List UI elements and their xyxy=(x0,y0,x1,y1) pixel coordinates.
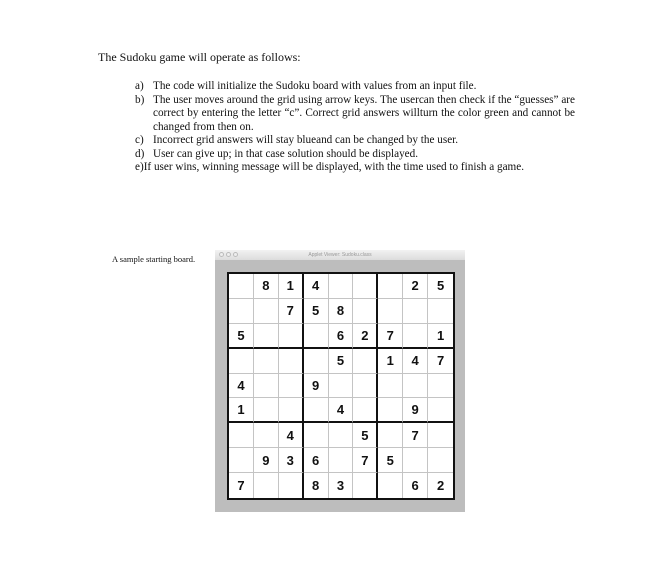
sudoku-cell[interactable]: 7 xyxy=(353,448,378,473)
sudoku-cell[interactable] xyxy=(279,398,304,423)
sudoku-cell[interactable] xyxy=(428,398,453,423)
list-item: b) The user moves around the grid using arrow keys. The usercan then check if the “guesses” are correct by entering the letter “c”. Correct grid answers willturn the color green and cannot be changed from then on. xyxy=(135,94,575,133)
sudoku-cell[interactable]: 5 xyxy=(304,299,329,324)
sudoku-cell[interactable]: 7 xyxy=(279,299,304,324)
sudoku-cell[interactable] xyxy=(329,274,354,299)
sudoku-cell[interactable] xyxy=(279,324,304,349)
sudoku-cell[interactable] xyxy=(254,349,279,374)
sudoku-cell[interactable]: 7 xyxy=(229,473,254,498)
close-icon[interactable] xyxy=(219,252,224,257)
intro-text: The Sudoku game will operate as follows: xyxy=(98,50,301,64)
sudoku-cell[interactable] xyxy=(329,423,354,448)
sudoku-cell[interactable]: 5 xyxy=(428,274,453,299)
figure-caption: A sample starting board. xyxy=(112,254,196,264)
sudoku-cell[interactable] xyxy=(279,349,304,374)
sudoku-cell[interactable] xyxy=(353,398,378,423)
sudoku-cell[interactable] xyxy=(304,324,329,349)
list-item: a) The code will initialize the Sudoku board with values from an input file. xyxy=(135,80,477,92)
sudoku-cell[interactable] xyxy=(229,349,254,374)
sudoku-cell[interactable] xyxy=(329,374,354,399)
zoom-icon[interactable] xyxy=(233,252,238,257)
sudoku-cell[interactable] xyxy=(229,299,254,324)
window-title: Applet Viewer: Sudoku.class xyxy=(308,252,372,258)
sudoku-cell[interactable]: 1 xyxy=(279,274,304,299)
sudoku-cell[interactable]: 8 xyxy=(304,473,329,498)
sudoku-cell[interactable]: 6 xyxy=(329,324,354,349)
sudoku-cell[interactable]: 4 xyxy=(329,398,354,423)
list-item: c) Incorrect grid answers will stay blueand can be changed by the user. xyxy=(135,134,459,146)
sudoku-cell[interactable]: 3 xyxy=(329,473,354,498)
sudoku-cell[interactable] xyxy=(428,374,453,399)
title-bar xyxy=(215,250,465,260)
sudoku-cell[interactable] xyxy=(353,299,378,324)
sudoku-cell[interactable]: 5 xyxy=(329,349,354,374)
sudoku-cell[interactable]: 7 xyxy=(403,423,428,448)
sudoku-board xyxy=(227,272,455,500)
sudoku-cell[interactable]: 4 xyxy=(229,374,254,399)
sudoku-cell[interactable]: 4 xyxy=(403,349,428,374)
sudoku-cell[interactable]: 9 xyxy=(254,448,279,473)
sudoku-cell[interactable] xyxy=(378,374,403,399)
sudoku-cell[interactable] xyxy=(254,299,279,324)
sudoku-cell[interactable]: 4 xyxy=(304,274,329,299)
applet-window xyxy=(215,250,465,512)
sudoku-cell[interactable]: 7 xyxy=(428,349,453,374)
sudoku-cell[interactable]: 6 xyxy=(304,448,329,473)
sudoku-cell[interactable]: 1 xyxy=(378,349,403,374)
sudoku-cell[interactable]: 5 xyxy=(378,448,403,473)
sudoku-cell[interactable]: 5 xyxy=(229,324,254,349)
sudoku-cell[interactable]: 1 xyxy=(229,398,254,423)
sudoku-cell[interactable] xyxy=(403,299,428,324)
sudoku-cell[interactable] xyxy=(378,398,403,423)
sudoku-cell[interactable] xyxy=(254,324,279,349)
sudoku-cell[interactable]: 1 xyxy=(428,324,453,349)
sudoku-cell[interactable] xyxy=(229,448,254,473)
list-item: e)If user wins, winning message will be displayed, with the time used to finish a game. xyxy=(135,161,524,173)
sudoku-cell[interactable] xyxy=(254,473,279,498)
sudoku-cell[interactable] xyxy=(304,349,329,374)
sudoku-cell[interactable] xyxy=(353,274,378,299)
sudoku-cell[interactable] xyxy=(254,423,279,448)
sudoku-cell[interactable]: 8 xyxy=(254,274,279,299)
sudoku-cell[interactable] xyxy=(378,423,403,448)
minimize-icon[interactable] xyxy=(226,252,231,257)
sudoku-cell[interactable] xyxy=(279,473,304,498)
sudoku-cell[interactable] xyxy=(353,349,378,374)
sudoku-cell[interactable] xyxy=(378,274,403,299)
sudoku-cell[interactable]: 6 xyxy=(403,473,428,498)
sudoku-cell[interactable]: 8 xyxy=(329,299,354,324)
sudoku-cell[interactable]: 9 xyxy=(304,374,329,399)
sudoku-cell[interactable] xyxy=(229,423,254,448)
sudoku-cell[interactable] xyxy=(279,374,304,399)
sudoku-cell[interactable] xyxy=(254,398,279,423)
sudoku-cell[interactable] xyxy=(353,374,378,399)
sudoku-cell[interactable]: 2 xyxy=(403,274,428,299)
sudoku-cell[interactable]: 4 xyxy=(279,423,304,448)
sudoku-cell[interactable] xyxy=(403,374,428,399)
sudoku-cell[interactable] xyxy=(329,448,354,473)
sudoku-cell[interactable] xyxy=(229,274,254,299)
sudoku-cell[interactable]: 5 xyxy=(353,423,378,448)
sudoku-cell[interactable] xyxy=(403,448,428,473)
sudoku-cell[interactable]: 2 xyxy=(436,478,445,494)
sudoku-cell[interactable] xyxy=(428,423,453,448)
sudoku-cell[interactable] xyxy=(378,473,403,498)
sudoku-cell[interactable] xyxy=(428,448,453,473)
sudoku-cell[interactable]: 9 xyxy=(403,398,428,423)
sudoku-cell[interactable] xyxy=(428,299,453,324)
list-item: d) User can give up; in that case solution should be displayed. xyxy=(135,148,419,160)
sudoku-cell[interactable] xyxy=(304,398,329,423)
sudoku-cell[interactable] xyxy=(304,423,329,448)
sudoku-cell[interactable] xyxy=(403,324,428,349)
sudoku-cell[interactable]: 7 xyxy=(378,324,403,349)
sudoku-cell[interactable] xyxy=(353,473,378,498)
sudoku-cell[interactable] xyxy=(254,374,279,399)
sudoku-cell[interactable]: 3 xyxy=(279,448,304,473)
sudoku-cell[interactable]: 2 xyxy=(353,324,378,349)
sudoku-cell[interactable] xyxy=(378,299,403,324)
